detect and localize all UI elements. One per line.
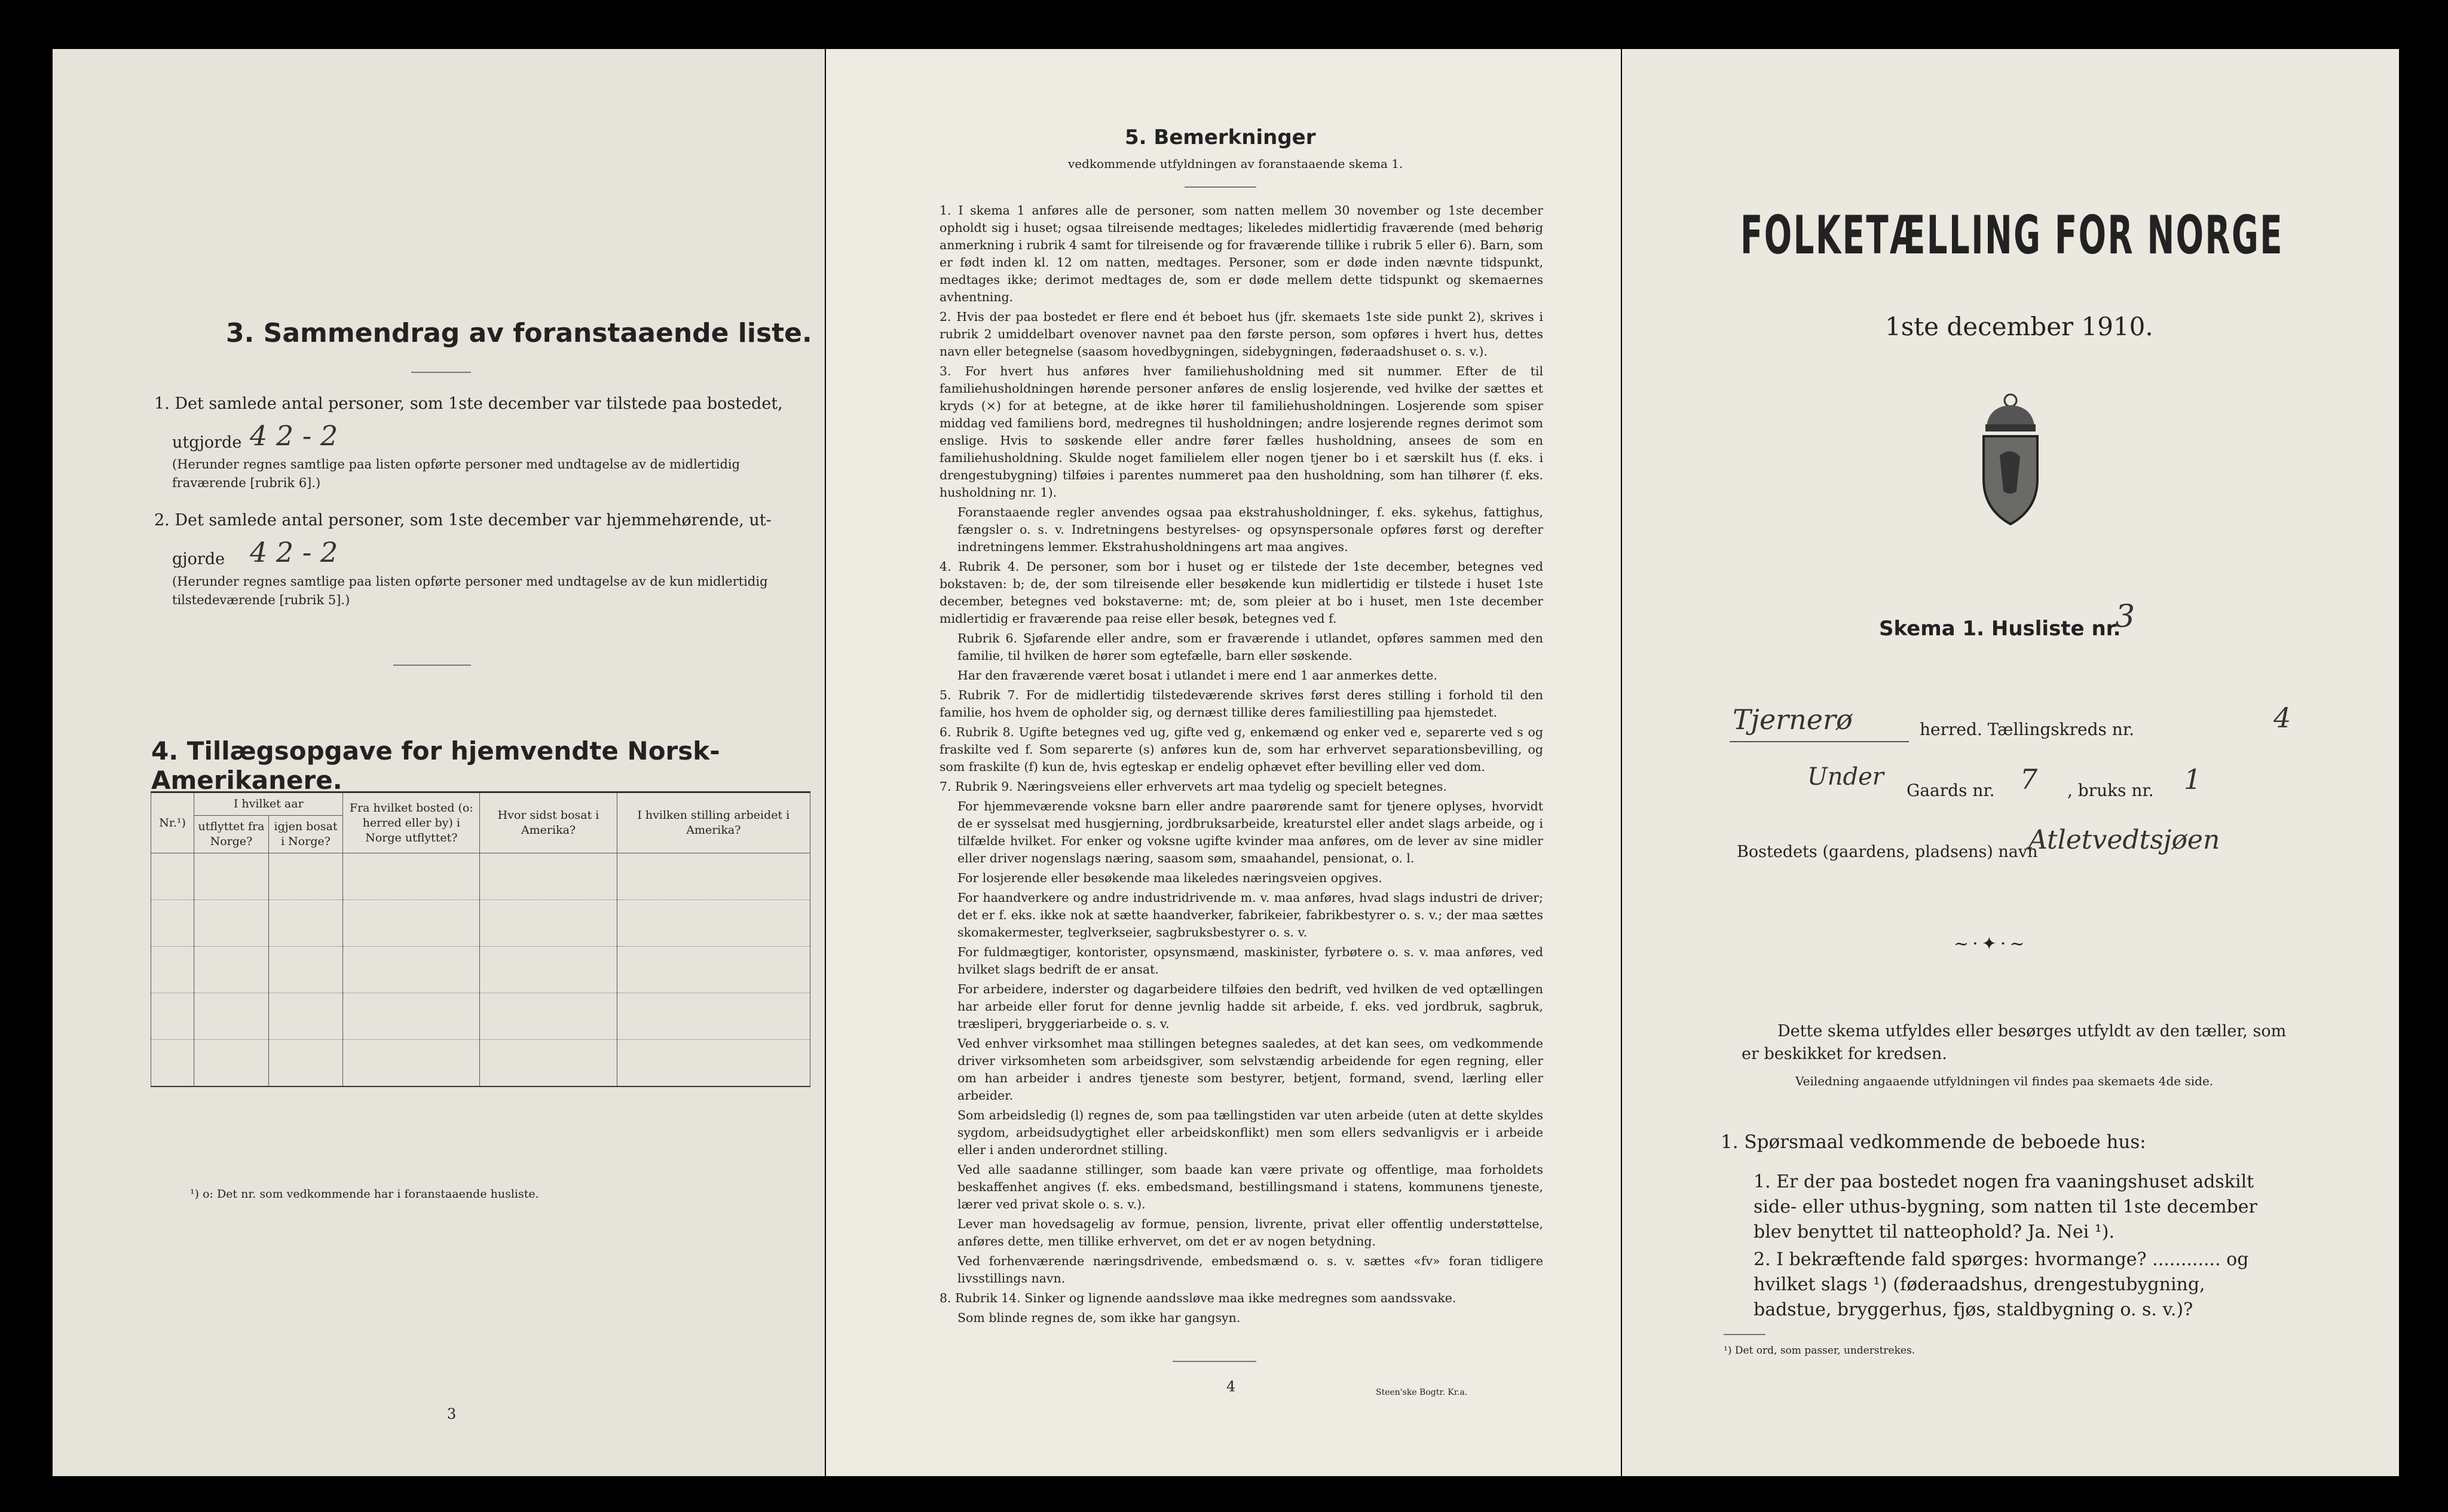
remarks-subtitle: vedkommende utfyldningen av foranstaaende skema 1.: [1068, 157, 1403, 171]
table-row: [151, 947, 810, 993]
page-middle: [826, 49, 1621, 1476]
page-right: [1622, 49, 2399, 1476]
house-question-1: 1. Er der paa bostedet nogen fra vaaningshuset adskilt side- eller uthus-bygning, som natten til 1ste december blev benyttet til natteophold? Ja. Nei ¹).: [1754, 1171, 2257, 1242]
divider: [411, 372, 471, 373]
page-number: 3: [447, 1406, 457, 1422]
page3-footnote: ¹) Det ord, som passer, understrekes.: [1724, 1345, 1915, 1357]
gaard-value: Under: [1807, 763, 1884, 791]
page-number: 4: [1226, 1378, 1236, 1395]
divider: [1724, 1334, 1765, 1335]
remarks-list: [940, 202, 1543, 1329]
kreds-number: 4: [2273, 702, 2291, 734]
remark-4: 4. Rubrik 4. De personer, som bor i huset og er tilstede der 1ste december, betegnes ved bokstaven: b; de, der som tilreisende eller besøkende kun midlertidig er tilstede i huset 1ste december, betegnes ved bokstaverne: mt; de, som pleier at bo i huset, men 1ste december midlertidig er fraværende paa reise eller besøk, betegnes ved f.: [940, 559, 1543, 626]
remarks-title: 5. Bemerkninger: [1125, 126, 1316, 149]
col-nr: Nr.¹): [151, 792, 194, 853]
bruk-label: , bruks nr.: [2067, 781, 2154, 800]
table-row: [151, 900, 810, 947]
remark-7f: Ved enhver virksomhet maa stillingen betegnes saaledes, at det kan sees, om vedkommende driver virksomheten som arbeidsgiver, som selvstændig arbeidende for egen regning, eller om han arbeider i andres tjeneste som bestyrer, betjent, formand, svend, lærling eller arbeider.: [957, 1036, 1543, 1103]
bosted-label: Bostedets (gaardens, pladsens) navn: [1737, 843, 2038, 861]
printer-note: Steen'ske Bogtr. Kr.a.: [1376, 1388, 1468, 1397]
ornament: ~·✦·~: [1954, 933, 2028, 954]
info-text: Dette skema utfyldes eller besørges utfyldt av den tæller, som er beskikket for kredsen.: [1742, 1022, 2287, 1063]
remark-4c: Har den fraværende været bosat i utlandet i mere end 1 aar anmerkes dette.: [957, 668, 1437, 682]
remark-6: 6. Rubrik 8. Ugifte betegnes ved ug, gifte ved g, enkemænd og enker ved e, separerte ved s og fraskilte ved f. Som separerte (s) anføres kun de, som har erhvervet separationsbevilling, og som fraskilte (f) kun de, hvis egteskap er endelig ophævet efter bevilling eller ved dom.: [940, 725, 1543, 774]
remark-7j: Ved forhenværende næringsdrivende, embedsmænd o. s. v. sættes «fv» foran tidligere livsstillings navn.: [957, 1254, 1543, 1285]
skema-label: Skema 1. Husliste nr.: [1879, 617, 2121, 641]
remark-7: 7. Rubrik 9. Næringsveiens eller erhvervets art maa tydelig og specielt betegnes.: [940, 779, 1447, 794]
question-2-note: (Herunder regnes samtlige paa listen opførte personer med undtagelse av de kun midlertidig tilstedeværende [rubrik 5].): [172, 574, 768, 607]
table-row: [151, 1040, 810, 1087]
remark-7d: For fuldmægtiger, kontorister, opsynsmænd, maskinister, fyrbøtere o. s. v. maa anføres, ved hvilket slags bedrift de er ansat.: [957, 945, 1543, 977]
table-row: [151, 853, 810, 900]
norsk-amerikanere-table: [151, 791, 810, 1087]
col-emigrated: utflyttet fra Norge?: [194, 816, 269, 853]
section-3-title: 3. Sammendrag av foranstaaende liste.: [226, 318, 812, 348]
house-question-2: 2. I bekræftende fald spørges: hvormange? ............ og hvilket slags ¹) (føderaadshus, drengestubygning, badstue, bryggerhus, fjøs, staldbygning o. s. v.)?: [1754, 1249, 2249, 1320]
question-heading: 1. Spørsmaal vedkommende de beboede hus:: [1721, 1131, 2146, 1153]
page-left: [53, 49, 825, 1476]
remark-7i: Lever man hovedsagelig av formue, pension, livrente, privat eller offentlig understøttelse, anføres dette, men tillike erhvervet, om det er av nogen betydning.: [957, 1217, 1543, 1248]
divider: [393, 665, 471, 666]
herred-label: herred. Tællingskreds nr.: [1920, 720, 2135, 739]
remark-7h: Ved alle saadanne stillinger, som baade kan være private og offentlige, maa forholdets beskaffenhet angives (f. eks. embedsmand, bestillingsmand i statens, kommunens tjeneste, lærer ved privat skole o. s. v.).: [957, 1162, 1543, 1211]
col-from-where: Fra hvilket bosted (o: herred eller by) i Norge utflyttet?: [343, 792, 480, 853]
table-footnote: ¹) o: Det nr. som vedkommende har i foranstaaende husliste.: [190, 1187, 539, 1201]
gaard-number: 7: [2020, 763, 2038, 795]
remark-8b: Som blinde regnes de, som ikke har gangsyn.: [957, 1311, 1241, 1325]
form-title: FOLKETÆLLING FOR NORGE: [1740, 204, 2284, 266]
remark-7e: For arbeidere, inderster og dagarbeidere tilføies den bedrift, ved hvilken de ved optællingen har arbeide eller forut for denne jevnlig hadde sit arbeide, f. eks. ved jordbruk, sagbruk, træsliperi, bryggeriarbeide o. s. v.: [957, 982, 1543, 1031]
herred-value: Tjernerø: [1733, 703, 1853, 736]
col-year-group: I hvilket aar: [194, 792, 343, 816]
question-1-answer: 4 2 - 2: [250, 420, 338, 452]
section-4-title: 4. Tillægsopgave for hjemvendte Norsk-Amerikanere.: [151, 736, 720, 795]
husliste-number: 3: [2115, 599, 2135, 635]
divider: [1173, 1361, 1256, 1362]
question-1-label: utgjorde: [172, 433, 242, 452]
gaard-label: Gaards nr.: [1907, 781, 1995, 800]
col-position: I hvilken stilling arbeidet i Amerika?: [617, 792, 810, 853]
info-guidance: Veiledning angaaende utfyldningen vil findes paa skemaets 4de side.: [1795, 1074, 2214, 1088]
remark-4b: Rubrik 6. Sjøfarende eller andre, som er fraværende i utlandet, opføres sammen med den familie, til hvilken de hører som egtefælle, barn eller søskende.: [957, 631, 1543, 663]
question-2-text: 2. Det samlede antal personer, som 1ste december var hjemmehørende, ut-: [154, 511, 772, 529]
remark-1: 1. I skema 1 anføres alle de personer, som natten mellem 30 november og 1ste december opholdt sig i huset; ogsaa tilreisende medtages; likeledes midlertidig fraværende (med behørig anmerkning i rubrik 4 samt for tilreisende og for fraværende tillike i rubrik 5 eller 6). Barn, som er født inden kl. 12 om natten, medtages. Personer, som er døde inden nævnte tidspunkt, medtages ikke; derimot medtages de, som er døde mellem dette tidspunkt og skemaernes avhentning.: [940, 203, 1543, 304]
remark-5: 5. Rubrik 7. For de midlertidig tilstedeværende skrives først deres stilling i forhold til den familie, hos hvem de opholder sig, og dernæst tillike deres familiestilling paa hjemstedet.: [940, 688, 1543, 720]
norway-coat-of-arms: [1969, 390, 2052, 527]
divider: [1185, 186, 1256, 188]
remark-8: 8. Rubrik 14. Sinker og lignende aandssløve maa ikke medregnes som aandssvake.: [940, 1291, 1456, 1305]
remark-2: 2. Hvis der paa bostedet er flere end ét beboet hus (jfr. skemaets 1ste side punkt 2), skrives i rubrik 2 umiddelbart ovenover navnet paa den første person, som opføres i hvert hus, dettes navn eller betegnelse (saasom hovedbygningen, sidebygningen, føderaadshuset o. s. v.).: [940, 310, 1543, 359]
herred-line: [1730, 741, 1909, 742]
remark-7b: For losjerende eller besøkende maa likeledes næringsveien opgives.: [957, 871, 1382, 885]
col-last-residence: Hvor sidst bosat i Amerika?: [480, 792, 617, 853]
form-date: 1ste december 1910.: [1885, 312, 2153, 341]
bosted-value: Atletvedtsjøen: [2028, 825, 2220, 855]
remark-7g: Som arbeidsledig (l) regnes de, som paa tællingstiden var uten arbeide (uten at dette skyldes sygdom, arbeidsudygtighet eller arbeidskonflikt) men som ellers sedvanligvis er i arbeide eller i anden underordnet stilling.: [957, 1108, 1543, 1157]
remark-7a: For hjemmeværende voksne barn eller andre paarørende samt for tjenere oplyses, hvorvidt de er sysselsat med husgjerning, jordbruksarbeide, kreaturstel eller andet slags arbeide, og i tilfælde hvilket. For enker og voksne ugifte kvinder maa anføres, om de lever av sine midler eller driver nogenslags næring, saasom søm, smaahandel, pensionat, o. l.: [957, 799, 1543, 865]
remark-3b: Foranstaaende regler anvendes ogsaa paa ekstrahusholdninger, f. eks. sykehus, fattighus, fængsler o. s. v. Indretningens bestyrelses- og opsynspersonale opføres først og derefter indretningens lemmer. Ekstrahusholdningens art maa angives.: [957, 505, 1543, 554]
question-1-text: 1. Det samlede antal personer, som 1ste december var tilstede paa bostedet,: [154, 394, 783, 413]
remark-7c: For haandverkere og andre industridrivende m. v. maa anføres, hvad slags industri de driver; det er f. eks. ikke nok at sætte haandverker, fabrikeier, fabrikbestyrer o. s. v.; der maa sættes skomakermester, teglverkseier, sagbruksbestyrer o. s. v.: [957, 890, 1543, 939]
col-returned: igjen bosat i Norge?: [268, 816, 343, 853]
table-row: [151, 993, 810, 1040]
question-1-note: (Herunder regnes samtlige paa listen opførte personer med undtagelse av de midlertidig fraværende [rubrik 6].): [172, 457, 740, 490]
question-2-label: gjorde: [172, 550, 225, 568]
question-2-answer: 4 2 - 2: [250, 536, 338, 568]
bruk-number: 1: [2184, 763, 2202, 795]
remark-3: 3. For hvert hus anføres hver familiehusholdning med sit nummer. Efter de til familiehusholdningen hørende personer anføres de enslig losjerende, ved hvilke der sættes et kryds (×) for at betegne, at de ikke hører til familiehusholdningen. Losjerende som spiser middag ved familiens bord, medregnes til husholdningen; andre losjerende regnes derimot som enslige. Hvis to søskende eller andre fører fælles husholdning, ansees de som en familiehusholdning. Skulde noget familielem eller nogen tjener bo i et særskilt hus (f. eks. i drengestubygning) tilføies i parentes nummeret paa den husholdning, som han tilhører (f. eks. husholdning nr. 1).: [940, 364, 1543, 500]
